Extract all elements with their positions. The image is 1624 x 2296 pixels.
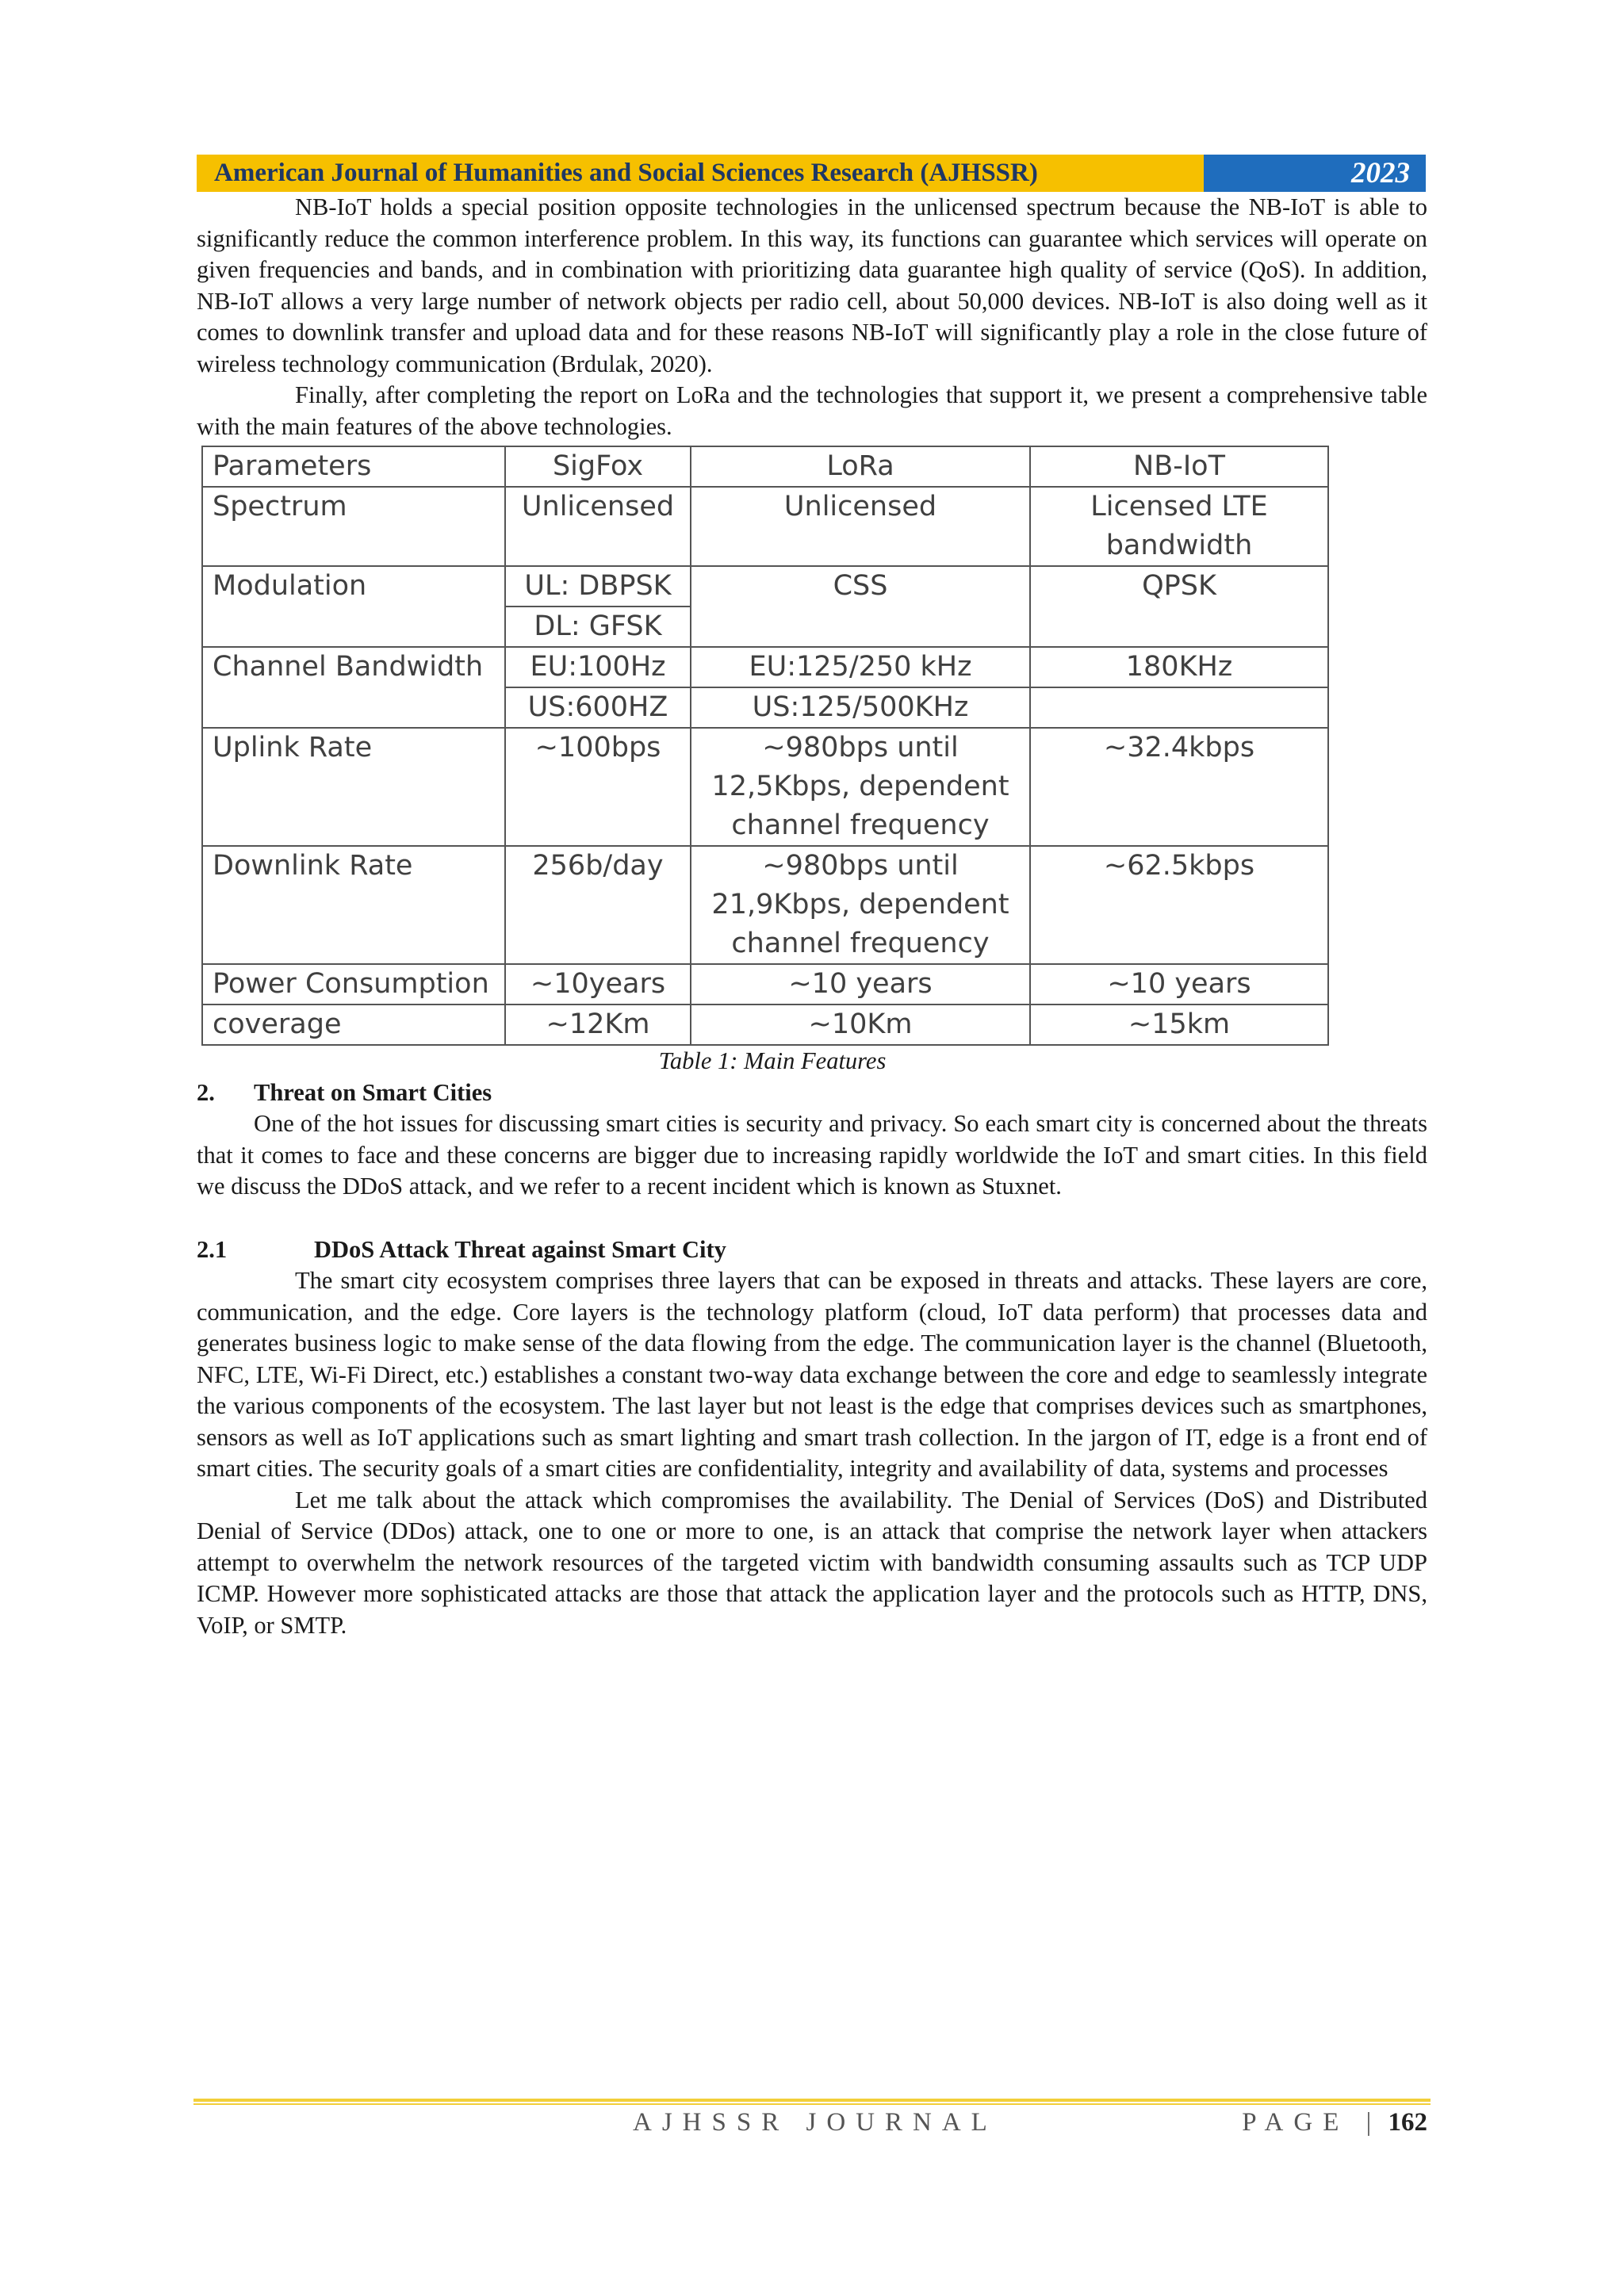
spectrum-nbiot: Licensed LTE bandwidth [1030, 487, 1328, 566]
bandwidth-sigfox-us: US:600HZ [505, 687, 691, 728]
spectrum-sigfox: Unlicensed [505, 487, 691, 566]
modulation-label: Modulation [202, 566, 505, 647]
spectrum-label: Spectrum [202, 487, 505, 566]
section-2-1-title: DDoS Attack Threat against Smart City [314, 1235, 726, 1263]
table-caption: Table 1: Main Features [658, 1047, 887, 1074]
section-2-1-number: 2.1 [197, 1235, 228, 1263]
footer-rule [193, 2099, 1431, 2102]
modulation-lora: CSS [691, 566, 1030, 647]
header-nbiot: NB-IoT [1030, 446, 1328, 487]
bandwidth-nbiot: 180KHz [1030, 647, 1328, 687]
coverage-label: coverage [202, 1004, 505, 1045]
page-body [197, 192, 1427, 1641]
paragraph-ecosystem: The smart city ecosystem comprises three layers that can be exposed in threats and attacks. These layers are core, communication, and the edge. Core layers is the technology platform (cloud, IoT data perform) that processes data and generates business logic to make sense of the data flowing from the edge. The communication layer is the channel (Bluetooth, NFC, LTE, Wi-Fi Direct, etc.) establishes a constant two-way data exchange between the core and edge to seamlessly integrate the various components of the ecosystem. The last layer but not least is the edge that comprises devices such as smartphones, sensors as well as IoT applications such as smart lighting and smart trash collection. In the jargon of IT, edge is a front end of smart cities. The security goals of a smart cities are confidentiality, integrity and availability of data, systems and processes [197, 1267, 1427, 1482]
power-label: Power Consumption [202, 964, 505, 1004]
header-lora: LoRa [691, 446, 1030, 487]
features-table [201, 446, 1329, 1046]
paragraph-nbiot: NB-IoT holds a special position opposite technologies in the unlicensed spectrum because the NB-IoT is able to significantly reduce the common interference problem. In this way, its functions can guarantee which services will operate on given frequencies and bands, and in combination with prioritizing data guarantee high quality of service (QoS). In addition, NB-IoT allows a very large number of network objects per radio cell, about 50,000 devices. NB-IoT is also doing well as it comes to downlink transfer and upload data and for these reasons NB-IoT will significantly play a role in the close future of wireless technology communication (Brdulak, 2020). [197, 193, 1427, 377]
uplink-nbiot: ~32.4kbps [1030, 728, 1328, 846]
table-row-modulation-ul [202, 566, 1328, 607]
table-row-bandwidth-eu [202, 647, 1328, 687]
bandwidth-sigfox-eu: EU:100Hz [505, 647, 691, 687]
footer-page [1242, 2108, 1427, 2137]
section-2-1-heading [197, 1234, 1427, 1266]
power-sigfox: ~10years [505, 964, 691, 1004]
journal-header [197, 155, 1426, 192]
paragraph-ddos: Let me talk about the attack which compromises the availability. The Denial of Services (DoS) and Distributed Denial of Service (DDos) attack, one to one or more to one, is an attack that comprise the network layer when attackers attempt to overwhelm the network resources of the targeted victim with bandwidth consuming assaults such as TCP UDP ICMP. However more sophisticated attacks are those that attack the application layer and the protocols such as HTTP, DNS, VoIP, or SMTP. [197, 1486, 1427, 1639]
table-row-downlink [202, 846, 1328, 964]
downlink-lora: ~980bps until 21,9Kbps, dependent channel frequency [691, 846, 1030, 964]
downlink-sigfox: 256b/day [505, 846, 691, 964]
footer-page-label: PAGE | [1242, 2108, 1382, 2137]
journal-year: 2023 [1204, 155, 1426, 192]
paragraph-threats: One of the hot issues for discussing smart cities is security and privacy. So each smart city is concerned about the threats that it comes to face and these concerns are bigger due to increasing rapidly worldwide the IoT and smart cities. In this field we discuss the DDoS attack, and we refer to a recent incident which is known as Stuxnet. [197, 1110, 1427, 1200]
power-nbiot: ~10 years [1030, 964, 1328, 1004]
uplink-label: Uplink Rate [202, 728, 505, 846]
modulation-sigfox-ul: UL: DBPSK [505, 566, 691, 607]
page-number: 162 [1388, 2108, 1427, 2137]
downlink-label: Downlink Rate [202, 846, 505, 964]
header-sigfox: SigFox [505, 446, 691, 487]
table-header-row [202, 446, 1328, 487]
paragraph-table-intro: Finally, after completing the report on LoRa and the technologies that support it, we present a comprehensive table with the main features of the above technologies. [197, 381, 1427, 440]
table-row-coverage [202, 1004, 1328, 1045]
power-lora: ~10 years [691, 964, 1030, 1004]
table-row-spectrum [202, 487, 1328, 566]
section-2-title: Threat on Smart Cities [254, 1078, 492, 1106]
footer-journal: AJHSSR JOURNAL [633, 2108, 998, 2137]
footer-rule-thin [193, 2103, 1431, 2105]
bandwidth-label: Channel Bandwidth [202, 647, 505, 728]
coverage-lora: ~10Km [691, 1004, 1030, 1045]
journal-title: American Journal of Humanities and Social Sciences Research (AJHSSR) [197, 155, 1204, 192]
section-2-heading [197, 1077, 1427, 1109]
bandwidth-nbiot-empty [1030, 687, 1328, 728]
section-2-number: 2. [197, 1078, 215, 1106]
uplink-sigfox: ~100bps [505, 728, 691, 846]
modulation-nbiot: QPSK [1030, 566, 1328, 647]
modulation-sigfox-dl: DL: GFSK [505, 607, 691, 647]
header-parameters: Parameters [202, 446, 505, 487]
spacer [197, 1203, 1427, 1234]
spectrum-lora: Unlicensed [691, 487, 1030, 566]
coverage-sigfox: ~12Km [505, 1004, 691, 1045]
downlink-nbiot: ~62.5kbps [1030, 846, 1328, 964]
coverage-nbiot: ~15km [1030, 1004, 1328, 1045]
bandwidth-lora-us: US:125/500KHz [691, 687, 1030, 728]
uplink-lora: ~980bps until 12,5Kbps, dependent channel frequency [691, 728, 1030, 846]
table-row-power [202, 964, 1328, 1004]
bandwidth-lora-eu: EU:125/250 kHz [691, 647, 1030, 687]
table-row-uplink [202, 728, 1328, 846]
